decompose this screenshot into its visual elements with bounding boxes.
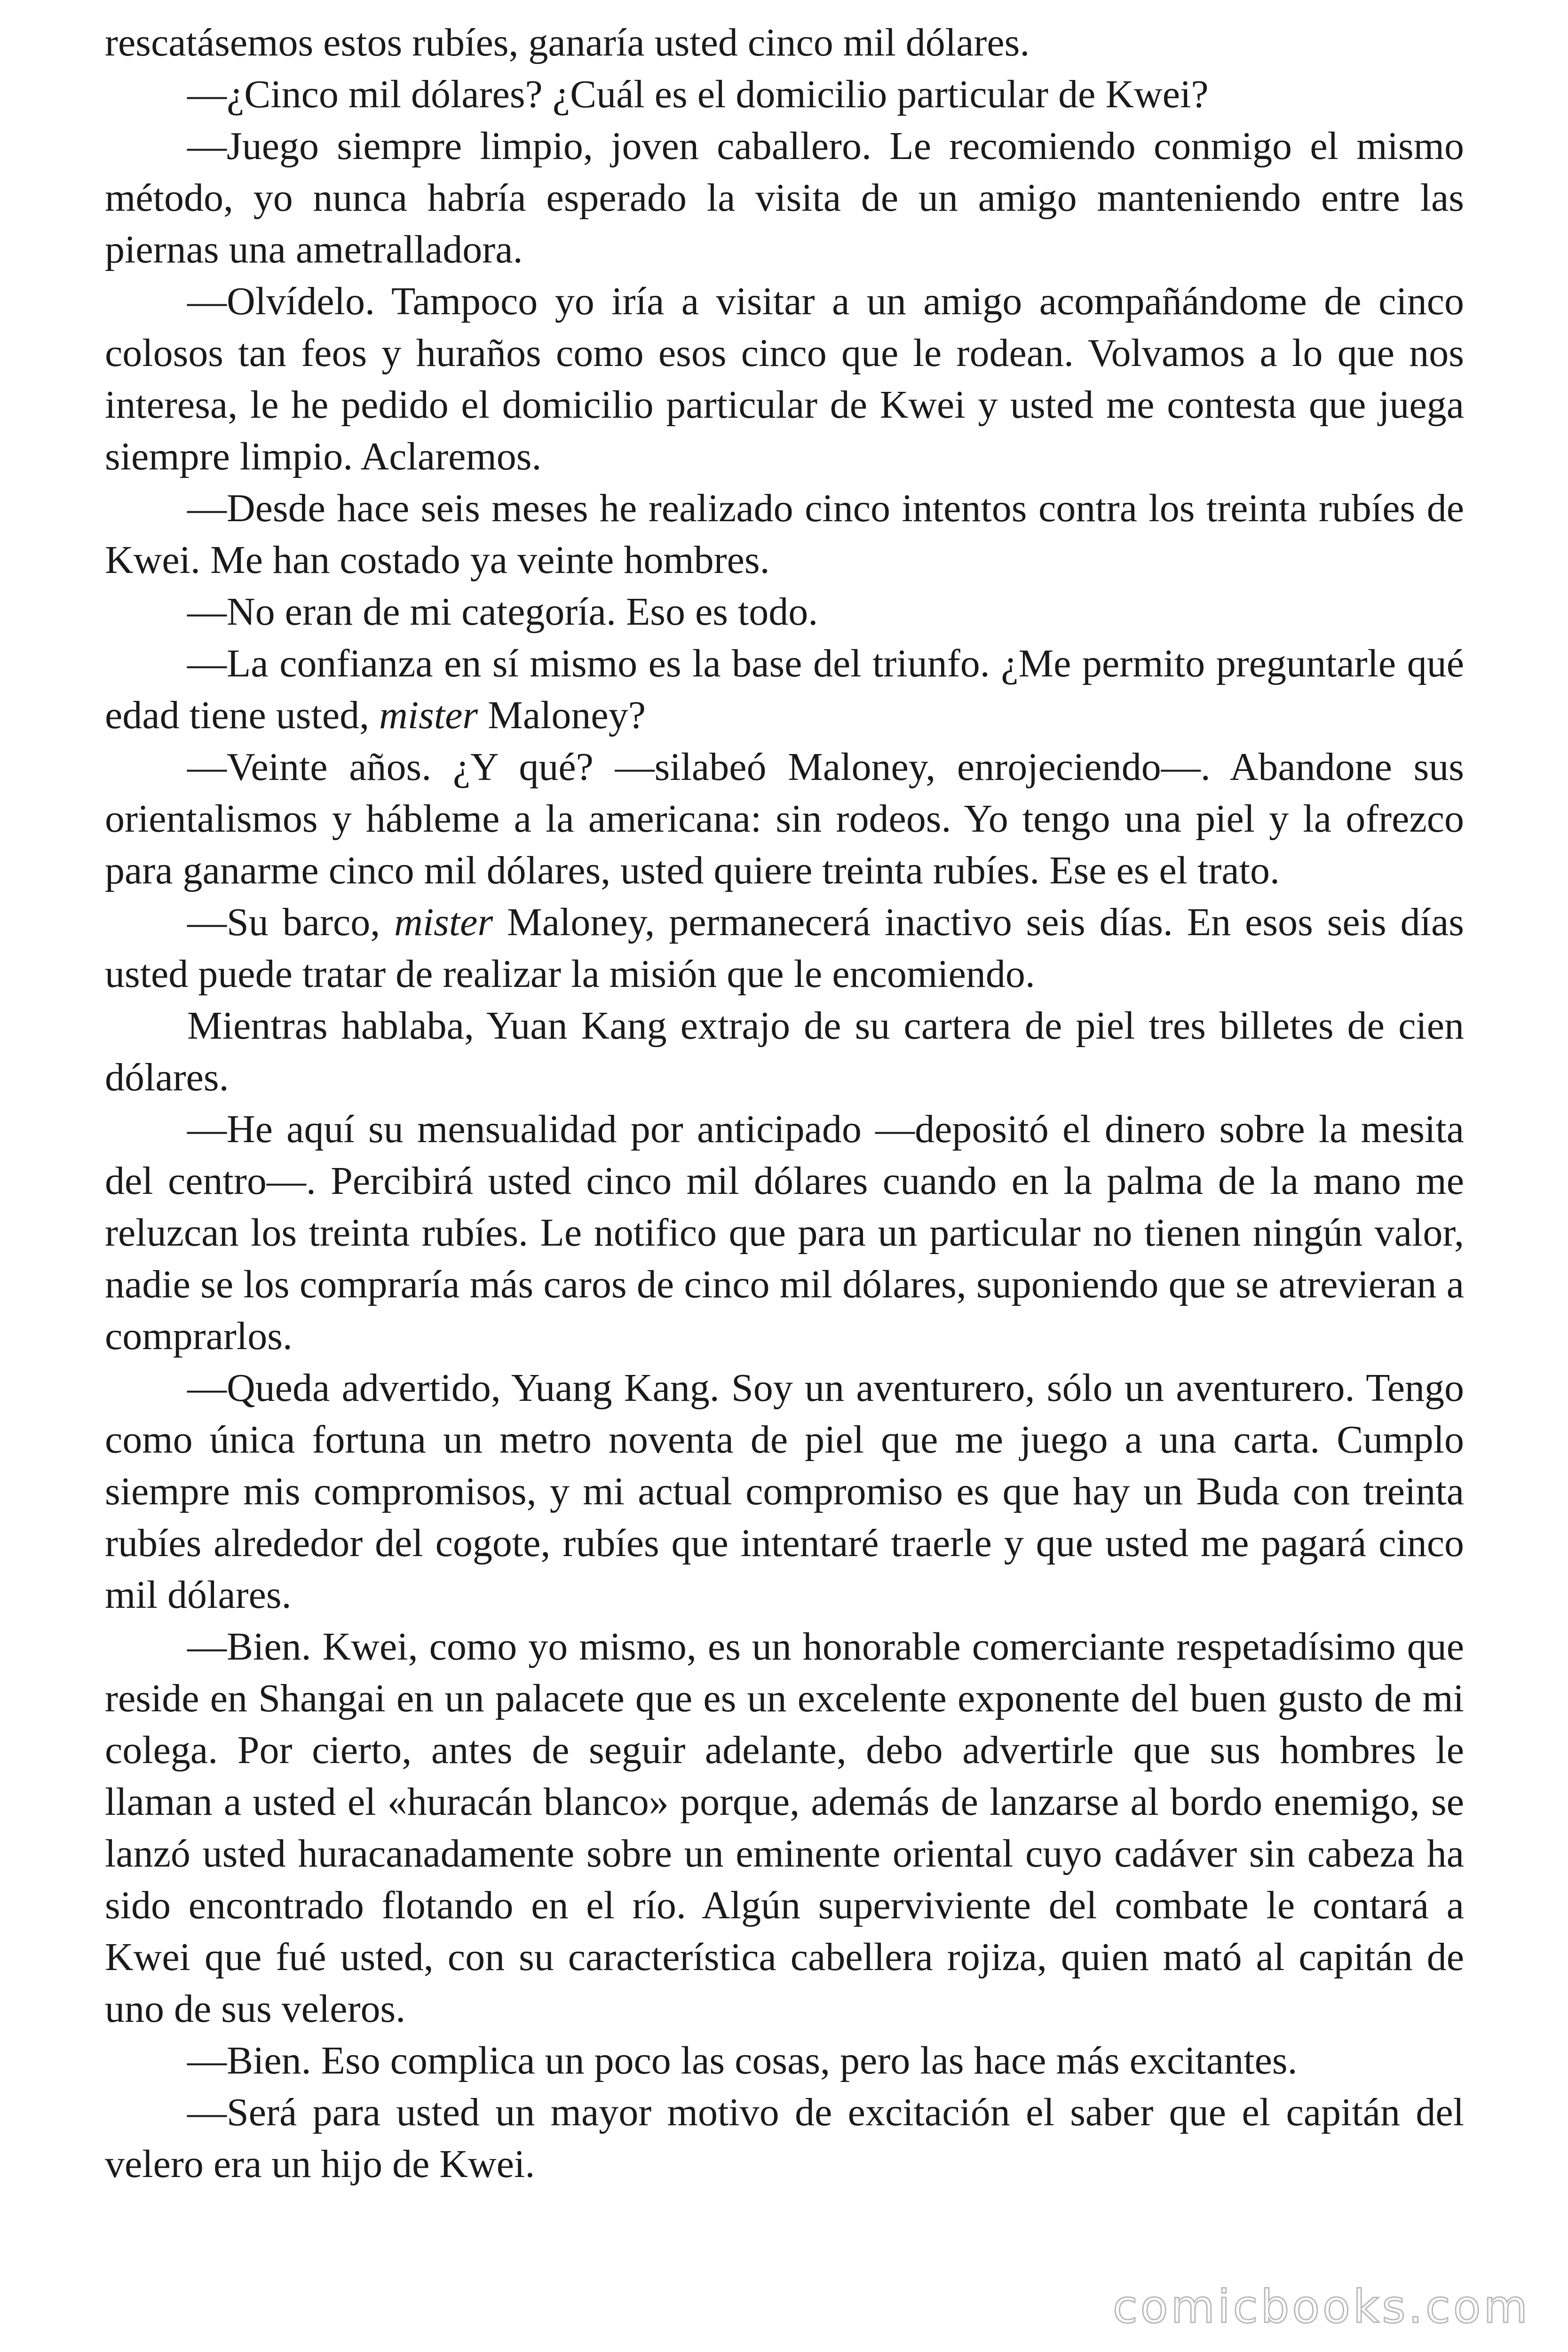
paragraph (105, 586, 1464, 638)
paragraph-text: —Desde hace seis meses he realizado cinco intentos contra los treinta rubíes de Kwei. Me han costado ya veinte hombres. (105, 486, 1464, 582)
paragraph (105, 1362, 1464, 1621)
italic-text: mister (394, 900, 493, 944)
paragraph-text: —Queda advertido, Yuang Kang. Soy un aventurero, sólo un aventurero. Tengo como única fortuna un metro noventa de piel que me juego a una carta. Cumplo siempre mis compromisos, y mi actual compromiso es que hay un Buda con treinta rubíes alrededor del cogote, rubíes que intentaré traerle y que usted me pagará cinco mil dólares. (105, 1366, 1464, 1617)
paragraph (105, 17, 1464, 69)
paragraph-text: —Juego siempre limpio, joven caballero. Le recomiendo conmigo el mismo método, yo nunca habría esperado la visita de un amigo manteniendo entre las piernas una ametralladora. (105, 124, 1464, 271)
paragraph-text: —No eran de mi categoría. Eso es todo. (187, 590, 818, 634)
paragraph (105, 69, 1464, 120)
paragraph-text: Mientras hablaba, Yuan Kang extrajo de su cartera de piel tres billetes de cien dólares. (105, 1004, 1464, 1099)
paragraph (105, 741, 1464, 897)
paragraph (105, 120, 1464, 276)
italic-text: mister (379, 693, 478, 737)
paragraph-text: —Su barco, (187, 900, 395, 944)
paragraph-text: —Bien. Eso complica un poco las cosas, pero las hace más excitantes. (187, 2039, 1298, 2082)
paragraph-text: —Será para usted un mayor motivo de excitación el saber que el capitán del velero era un hijo de Kwei. (105, 2090, 1464, 2186)
paragraph-text: Maloney, permanecerá inactivo seis días. En esos seis días usted puede tratar de realizar la misión que le encomiendo. (105, 900, 1464, 996)
paragraph-text: —He aquí su mensualidad por anticipado —depositó el dinero sobre la mesita del centro—. Percibirá usted cinco mil dólares cuando en la palma de la mano me reluzcan los treinta rubíes. Le notifico que para un particular no tienen ningún valor, nadie se los compraría más caros de cinco mil dólares, suponiendo que se atrevieran a comprarlos. (105, 1107, 1464, 1358)
paragraph (105, 638, 1464, 741)
paragraph-text: —La confianza en sí mismo es la base del triunfo. ¿Me permito preguntarle qué edad tiene usted, (105, 642, 1464, 737)
paragraph-text: rescatásemos estos rubíes, ganaría usted cinco mil dólares. (105, 21, 1030, 64)
paragraph (105, 897, 1464, 1000)
book-page (105, 17, 1464, 2190)
paragraph (105, 1104, 1464, 1362)
paragraph (105, 2035, 1464, 2087)
paragraph (105, 276, 1464, 483)
paragraph (105, 1621, 1464, 2035)
paragraph (105, 483, 1464, 586)
watermark: comicbooks.com (1112, 2280, 1530, 2333)
paragraph (105, 1000, 1464, 1104)
paragraph-text: —Bien. Kwei, como yo mismo, es un honorable comerciante respetadísimo que reside en Shangai en un palacete que es un excelente exponente del buen gusto de mi colega. Por cierto, antes de seguir adelante, debo advertirle que sus hombres le llaman a usted el «huracán blanco» porque, además de lanzarse al bordo enemigo, se lanzó usted huracanadamente sobre un eminente oriental cuyo cadáver sin cabeza ha sido encontrado flotando en el río. Algún superviviente del combate le contará a Kwei que fué usted, con su característica cabellera rojiza, quien mató al capitán de uno de sus veleros. (105, 1625, 1464, 2031)
paragraph-text: Maloney? (478, 693, 646, 737)
paragraph-text: —Veinte años. ¿Y qué? —silabeó Maloney, enrojeciendo—. Abandone sus orientalismos y hábleme a la americana: sin rodeos. Yo tengo una piel y la ofrezco para ganarme cinco mil dólares, usted quiere treinta rubíes. Ese es el trato. (105, 745, 1464, 892)
paragraph-text: —¿Cinco mil dólares? ¿Cuál es el domicilio particular de Kwei? (187, 72, 1209, 116)
paragraph (105, 2087, 1464, 2190)
paragraph-text: —Olvídelo. Tampoco yo iría a visitar a un amigo acompañándome de cinco colosos tan feos y huraños como esos cinco que le rodean. Volvamos a lo que nos interesa, le he pedido el domicilio particular de Kwei y usted me contesta que juega siempre limpio. Aclaremos. (105, 279, 1464, 478)
